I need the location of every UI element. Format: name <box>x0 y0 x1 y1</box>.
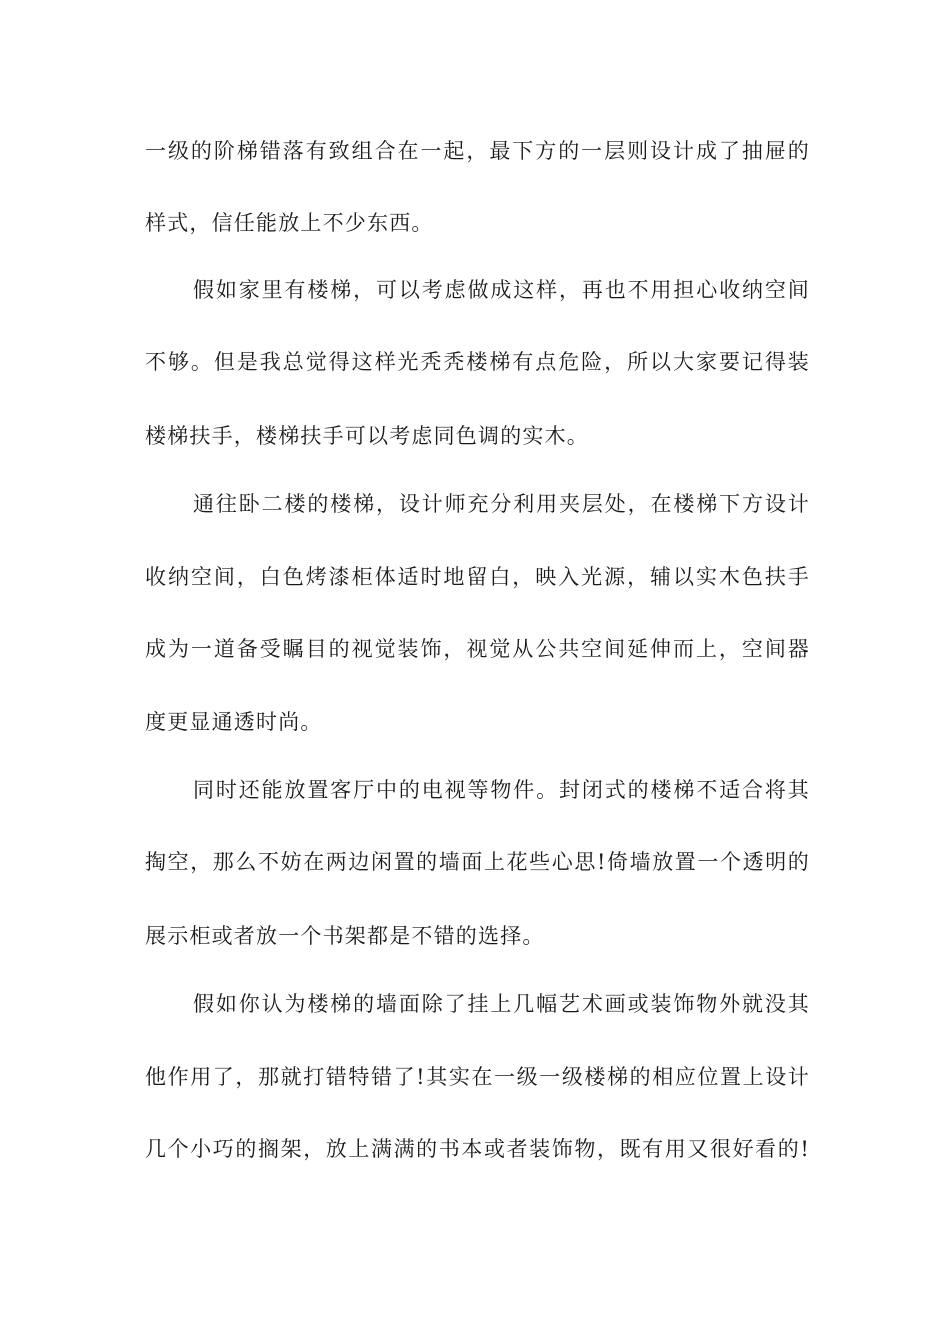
paragraph-5-line-3: 几个小巧的搁架，放上满满的书本或者装饰物，既有用又很好看的! <box>145 1137 810 1161</box>
paragraph-3-line-2: 收纳空间，白色烤漆柜体适时地留白，映入光源，辅以实木色扶手 <box>145 565 810 589</box>
paragraph-4-line-1: 同时还能放置客厅中的电视等物件。封闭式的楼梯不适合将其 <box>193 778 810 802</box>
paragraph-2-line-3: 楼梯扶手，楼梯扶手可以考虑同色调的实木。 <box>145 424 589 448</box>
paragraph-4-line-3: 展示柜或者放一个书架都是不错的选择。 <box>145 924 545 948</box>
paragraph-3-line-1: 通往卧二楼的楼梯，设计师充分利用夹层处，在楼梯下方设计 <box>193 492 810 516</box>
paragraph-4-line-2: 掏空，那么不妨在两边闲置的墙面上花些心思!倚墙放置一个透明的 <box>145 850 810 874</box>
paragraph-1-line-1: 一级的阶梯错落有致组合在一起，最下方的一层则设计成了抽屉的 <box>145 139 810 163</box>
paragraph-5-line-1: 假如你认为楼梯的墙面除了挂上几幅艺术画或装饰物外就没其 <box>193 992 810 1016</box>
paragraph-5-line-2: 他作用了，那就打错特错了!其实在一级一级楼梯的相应位置上设计 <box>145 1065 810 1089</box>
paragraph-2-line-2: 不够。但是我总觉得这样光秃秃楼梯有点危险，所以大家要记得装 <box>145 350 810 374</box>
paragraph-3-line-4: 度更显通透时尚。 <box>145 710 323 734</box>
paragraph-3-line-3: 成为一道备受瞩目的视觉装饰，视觉从公共空间延伸而上，空间器 <box>145 637 810 661</box>
paragraph-1-line-2: 样式，信任能放上不少东西。 <box>145 211 434 235</box>
paragraph-2-line-1: 假如家里有楼梯，可以考虑做成这样，再也不用担心收纳空间 <box>193 278 810 302</box>
